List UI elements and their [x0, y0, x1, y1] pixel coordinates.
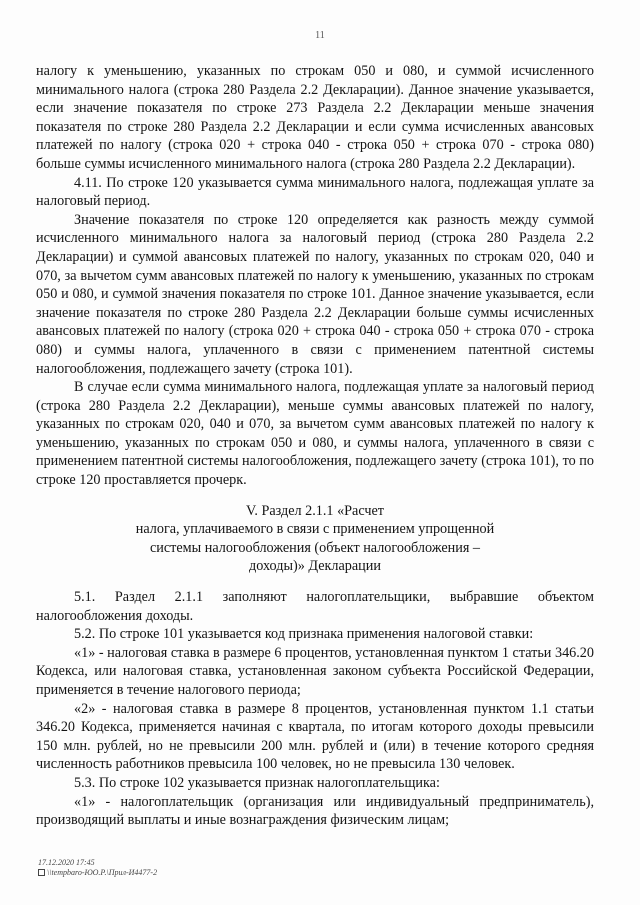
section-heading-line: V. Раздел 2.1.1 «Расчет — [245, 502, 385, 519]
section-heading-line: системы налогообложения (объект налогообложения – — [150, 539, 480, 556]
document-footer — [38, 858, 157, 878]
footer-path: \\tempbaro-ЮО.Р.\Прил-И4477-2 — [47, 868, 158, 877]
paragraph-5-1: 5.1. Раздел 2.1.1 заполняют налогоплательщики, выбравшие объектом налогообложения доходы. — [36, 589, 594, 624]
paragraph-5-3: 5.3. По строке 102 указывается признак налогоплательщика: — [74, 774, 440, 791]
paragraph-line-120-value: Значение показателя по строке 120 определяется как разность между суммой исчисленного минимального налога за налоговый период (строка 280 Раздела 2.2 Декларации) и суммой авансовых платежей по налогу, указанных по строкам 020, 040 и 070, за вычетом сумм авансовых платежей по налогу к уменьшению, указанных по строкам 050 и 080, и суммой значения показателя по строке 101. Данное значение указывается, если значение показателя по строке 280 Раздела 2.2 Декларации больше суммы исчисленных авансовых платежей по налогу (строка 020 + строка 040 - строка 050 + строка 070 - строка 080) и суммы налога, уплаченного в связи с применением патентной системы налогообложения, подлежащего зачету (строка 101). — [36, 211, 594, 377]
section-heading-line: налога, уплачиваемого в связи с применением упрощенной — [135, 521, 495, 538]
section-heading — [36, 502, 594, 576]
document-body — [36, 62, 594, 830]
page-number: 11 — [315, 30, 325, 41]
paragraph-line-120-dash: В случае если сумма минимального налога, подлежащая уплате за налоговый период (строка 280 Раздела 2.2 Декларации), меньше суммы авансовых платежей по налогу, указанных по строкам 020, 040 и 070, за вычетом сумм авансовых платежей по налогу к уменьшению, указанных по строкам 050 и 080, и суммы налога, уплаченного в связи с применением патентной системы налогообложения, подлежащего зачету (строка 101), то по строке 120 проставляется прочерк. — [36, 379, 594, 489]
paragraph-code-1: «1» - налоговая ставка в размере 6 процентов, установленная пунктом 1 статьи 346.20 Кодекса, или налоговая ставка, установленная законом субъекта Российской Федерации, применяется в течение налогового периода; — [36, 644, 594, 698]
footer-path-row — [38, 868, 157, 878]
paragraph-taxpayer-1: «1» - налогоплательщик (организация или индивидуальный предприниматель), производящий выплаты и иные вознаграждения физическим лицам; — [36, 793, 594, 829]
paragraph-4-11: 4.11. По строке 120 указывается сумма минимального налога, подлежащая уплате за налоговый период. — [36, 174, 594, 210]
paragraph-5-2: 5.2. По строке 101 указывается код признака применения налоговой ставки: — [74, 626, 534, 643]
section-heading-line: доходы)» Декларации — [249, 558, 381, 575]
paragraph-continuation: налогу к уменьшению, указанных по строкам 050 и 080, и суммой исчисленного минимального налога (строка 280 Раздела 2.2 Декларации). Данное значение указывается, если значение показателя по строке 273 Раздела 2.2 Декларации меньше значения показателя по строке 280 Раздела 2.2 Декларации и если сумма исчисленных авансовых платежей по налогу (строка 020 + строка 040 - строка 050 + строка 070 - строка 080) больше суммы исчисленного минимального налога (строка 280 Раздела 2.2 Декларации). — [36, 63, 594, 172]
paragraph-code-2: «2» - налоговая ставка в размере 8 процентов, установленная пунктом 1.1 статьи 346.20 Кодекса, применяется начиная с квартала, по итогам которого доходы превысили 150 млн. рублей, но не превысили 200 млн. рублей и (или) в течение которого средняя численность работников превысила 100 человек, но не превысила 130 человек. — [36, 700, 594, 773]
footer-date: 17.12.2020 17:45 — [38, 858, 95, 867]
file-icon — [38, 869, 45, 876]
